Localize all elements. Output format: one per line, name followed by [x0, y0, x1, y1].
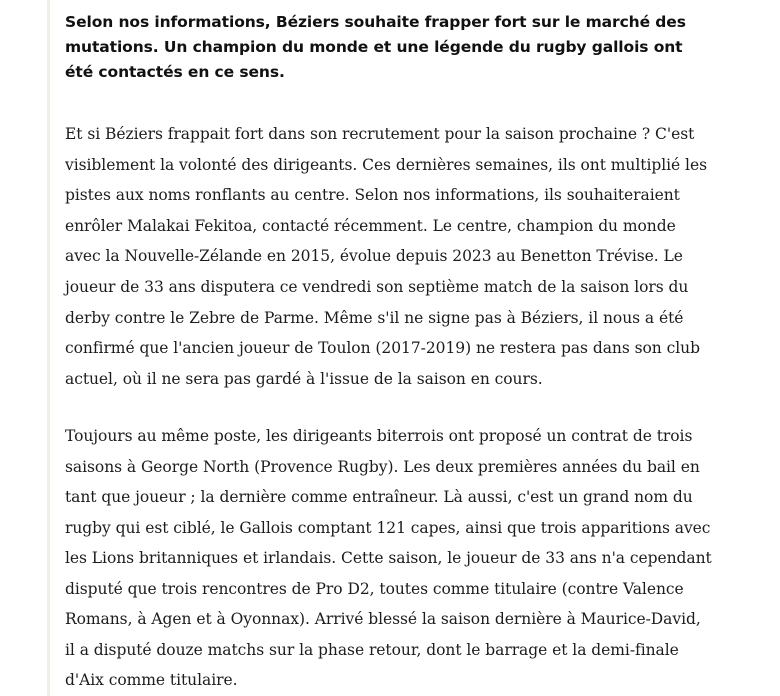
left-margin-rule — [47, 0, 50, 696]
article-lede: Selon nos informations, Béziers souhaite frapper fort sur le marché des mutations. Un champion du monde et une légende du rugby gallois ont été contactés en ce sens. — [65, 13, 686, 82]
article-paragraph-2: Toujours au même poste, les dirigeants biterrois ont proposé un contrat de trois saisons à George North (Provence Rugby). Les deux premières années du bail en tant que joueur ; la dernière comme entraîneur. Là aussi, c'est un grand nom du rugby qui est ciblé, le Gallois comptant 121 capes, ainsi que trois apparitions avec les Lions britanniques et irlandais. Cette saison, le joueur de 33 ans n'a cependant disputé que trois rencontres de Pro D2, toutes comme titulaire (contre Valence Romans, à Agen et à Oyonnax). Arrivé blessé la saison dernière à Maurice-David, il a disputé douze matchs sur la phase retour, dont le barrage et la demi-finale d'Aix comme titulaire. — [65, 427, 712, 690]
article-body — [65, 0, 715, 696]
article-paragraph-1: Et si Béziers frappait fort dans son recrutement pour la saison prochaine ? C'est visiblement la volonté des dirigeants. Ces dernières semaines, ils ont multiplié les pistes aux noms ronflants au centre. Selon nos informations, ils souhaiteraient enrôler Malakai Fekitoa, contacté récemment. Le centre, champion du monde avec la Nouvelle-Zélande en 2015, évolue depuis 2023 au Benetton Trévise. Le joueur de 33 ans disputera ce vendredi son septième match de la saison lors du derby contre le Zebre de Parme. Même s'il ne signe pas à Béziers, il nous a été confirmé que l'ancien joueur de Toulon (2017-2019) ne restera pas dans son club actuel, où il ne sera pas gardé à l'issue de la saison en cours. — [65, 125, 707, 388]
